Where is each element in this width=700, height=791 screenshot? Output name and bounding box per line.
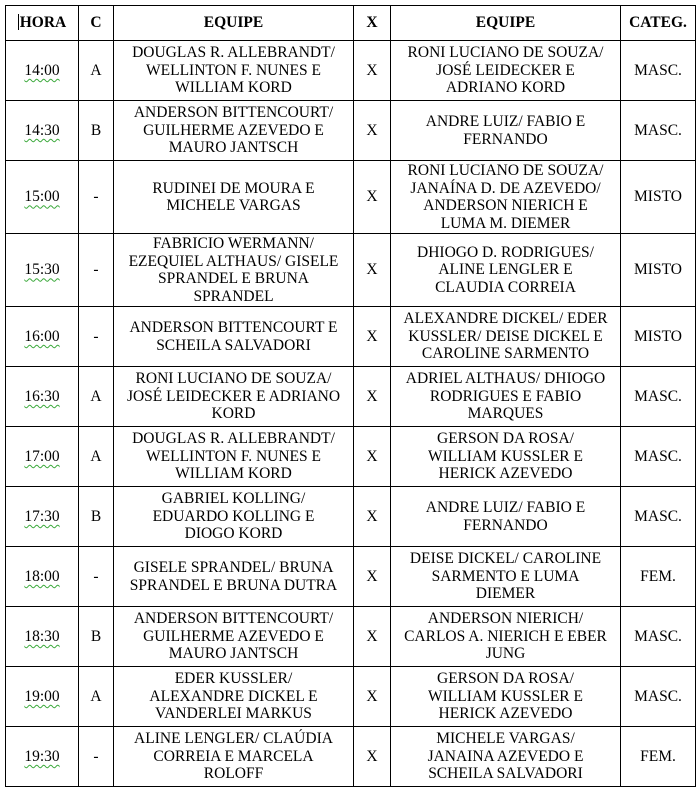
cell-x: X bbox=[354, 307, 391, 367]
schedule-table bbox=[5, 5, 696, 787]
cell-x: X bbox=[354, 427, 391, 487]
cell-equipe-2: GERSON DA ROSA/ WILLIAM KUSSLER E HERICK AZEVEDO bbox=[391, 427, 621, 487]
cell-categ: MASC. bbox=[621, 101, 696, 161]
cell-equipe-2: MICHELE VARGAS/ JANAINA AZEVEDO E SCHEILA SALVADORI bbox=[391, 727, 621, 787]
cell-c: - bbox=[79, 161, 114, 234]
cell-c: A bbox=[79, 367, 114, 427]
cell-equipe-1: DOUGLAS R. ALLEBRANDT/ WELLINTON F. NUNES E WILLIAM KORD bbox=[114, 41, 354, 101]
cell-categ: MASC. bbox=[621, 487, 696, 547]
cell-c: - bbox=[79, 234, 114, 307]
cell-c: - bbox=[79, 547, 114, 607]
time-text: 14:00 bbox=[24, 61, 60, 79]
cell-categ: FEM. bbox=[621, 547, 696, 607]
cell-x: X bbox=[354, 101, 391, 161]
cell-equipe-1: DOUGLAS R. ALLEBRANDT/ WELLINTON F. NUNES E WILLIAM KORD bbox=[114, 427, 354, 487]
header-equipe-1: EQUIPE bbox=[114, 6, 354, 41]
cell-categ: MASC. bbox=[621, 607, 696, 667]
cell-equipe-2: DHIOGO D. RODRIGUES/ ALINE LENGLER E CLAUDIA CORREIA bbox=[391, 234, 621, 307]
header-equipe-2: EQUIPE bbox=[391, 6, 621, 41]
cell-x: X bbox=[354, 41, 391, 101]
table-row bbox=[6, 101, 696, 161]
cell-x: X bbox=[354, 667, 391, 727]
cell-hora bbox=[6, 427, 79, 487]
cell-c: - bbox=[79, 307, 114, 367]
document-page bbox=[5, 5, 695, 786]
cell-hora bbox=[6, 547, 79, 607]
cell-equipe-1: ANDERSON BITTENCOURT E SCHEILA SALVADORI bbox=[114, 307, 354, 367]
cell-c: B bbox=[79, 487, 114, 547]
cell-equipe-1: EDER KUSSLER/ ALEXANDRE DICKEL E VANDERLEI MARKUS bbox=[114, 667, 354, 727]
cell-hora bbox=[6, 41, 79, 101]
table-row bbox=[6, 307, 696, 367]
cell-hora bbox=[6, 727, 79, 787]
header-categ: CATEG. bbox=[621, 6, 696, 41]
cell-equipe-1: RONI LUCIANO DE SOUZA/ JOSÉ LEIDECKER E ADRIANO KORD bbox=[114, 367, 354, 427]
cell-categ: MISTO bbox=[621, 161, 696, 234]
header-x: X bbox=[354, 6, 391, 41]
time-text: 18:30 bbox=[24, 627, 60, 645]
cell-equipe-2: ANDRE LUIZ/ FABIO E FERNANDO bbox=[391, 101, 621, 161]
cell-categ: MASC. bbox=[621, 427, 696, 487]
time-text: 19:30 bbox=[24, 747, 60, 765]
cell-c: B bbox=[79, 101, 114, 161]
cell-equipe-1: FABRICIO WERMANN/ EZEQUIEL ALTHAUS/ GISELE SPRANDEL E BRUNA SPRANDEL bbox=[114, 234, 354, 307]
time-text: 17:00 bbox=[24, 447, 60, 465]
time-text: 16:00 bbox=[24, 327, 60, 345]
cell-hora bbox=[6, 367, 79, 427]
cell-equipe-2: ANDRE LUIZ/ FABIO E FERNANDO bbox=[391, 487, 621, 547]
time-text: 19:00 bbox=[24, 687, 60, 705]
cell-equipe-2: RONI LUCIANO DE SOUZA/ JOSÉ LEIDECKER E ADRIANO KORD bbox=[391, 41, 621, 101]
cell-c: B bbox=[79, 607, 114, 667]
cell-equipe-1: ANDERSON BITTENCOURT/ GUILHERME AZEVEDO E MAURO JANTSCH bbox=[114, 607, 354, 667]
text-cursor bbox=[18, 14, 19, 30]
table-row bbox=[6, 607, 696, 667]
cell-categ: MISTO bbox=[621, 307, 696, 367]
time-text: 15:00 bbox=[24, 188, 60, 206]
cell-categ: MASC. bbox=[621, 367, 696, 427]
cell-equipe-2: RONI LUCIANO DE SOUZA/ JANAÍNA D. DE AZEVEDO/ ANDERSON NIERICH E LUMA M. DIEMER bbox=[391, 161, 621, 234]
cell-equipe-1: ALINE LENGLER/ CLAÚDIA CORREIA E MARCELA ROLOFF bbox=[114, 727, 354, 787]
cell-equipe-2: DEISE DICKEL/ CAROLINE SARMENTO E LUMA DIEMER bbox=[391, 547, 621, 607]
time-text: 17:30 bbox=[24, 507, 60, 525]
time-text: 15:30 bbox=[24, 261, 60, 279]
cell-x: X bbox=[354, 367, 391, 427]
header-c: C bbox=[79, 6, 114, 41]
cell-hora bbox=[6, 101, 79, 161]
cell-equipe-2: ALEXANDRE DICKEL/ EDER KUSSLER/ DEISE DICKEL E CAROLINE SARMENTO bbox=[391, 307, 621, 367]
cell-hora bbox=[6, 607, 79, 667]
cell-equipe-1: GABRIEL KOLLING/ EDUARDO KOLLING E DIOGO KORD bbox=[114, 487, 354, 547]
cell-equipe-1: GISELE SPRANDEL/ BRUNA SPRANDEL E BRUNA DUTRA bbox=[114, 547, 354, 607]
cell-equipe-1: ANDERSON BITTENCOURT/ GUILHERME AZEVEDO E MAURO JANTSCH bbox=[114, 101, 354, 161]
cell-categ: MISTO bbox=[621, 234, 696, 307]
cell-hora bbox=[6, 667, 79, 727]
table-row bbox=[6, 41, 696, 101]
cell-x: X bbox=[354, 234, 391, 307]
header-hora: HORA bbox=[6, 6, 79, 41]
cell-c: A bbox=[79, 667, 114, 727]
cell-categ: MASC. bbox=[621, 667, 696, 727]
table-row bbox=[6, 547, 696, 607]
cell-x: X bbox=[354, 161, 391, 234]
table-row bbox=[6, 427, 696, 487]
cell-c: A bbox=[79, 41, 114, 101]
cell-equipe-2: ADRIEL ALTHAUS/ DHIOGO RODRIGUES E FABIO MARQUES bbox=[391, 367, 621, 427]
table-row bbox=[6, 727, 696, 787]
table-row bbox=[6, 367, 696, 427]
cell-hora bbox=[6, 161, 79, 234]
cell-x: X bbox=[354, 487, 391, 547]
cell-categ: MASC. bbox=[621, 41, 696, 101]
cell-c: - bbox=[79, 727, 114, 787]
cell-x: X bbox=[354, 607, 391, 667]
table-row bbox=[6, 161, 696, 234]
cell-equipe-1: RUDINEI DE MOURA E MICHELE VARGAS bbox=[114, 161, 354, 234]
cell-equipe-2: ANDERSON NIERICH/ CARLOS A. NIERICH E EBER JUNG bbox=[391, 607, 621, 667]
table-row bbox=[6, 667, 696, 727]
time-text: 14:30 bbox=[24, 121, 60, 139]
cell-c: A bbox=[79, 427, 114, 487]
cell-x: X bbox=[354, 547, 391, 607]
cell-equipe-2: GERSON DA ROSA/ WILLIAM KUSSLER E HERICK AZEVEDO bbox=[391, 667, 621, 727]
cell-hora bbox=[6, 234, 79, 307]
table-row bbox=[6, 487, 696, 547]
cell-hora bbox=[6, 487, 79, 547]
header-row bbox=[6, 6, 696, 41]
table-row bbox=[6, 234, 696, 307]
cell-categ: FEM. bbox=[621, 727, 696, 787]
cell-x: X bbox=[354, 727, 391, 787]
cell-hora bbox=[6, 307, 79, 367]
time-text: 16:30 bbox=[24, 387, 60, 405]
time-text: 18:00 bbox=[24, 567, 60, 585]
